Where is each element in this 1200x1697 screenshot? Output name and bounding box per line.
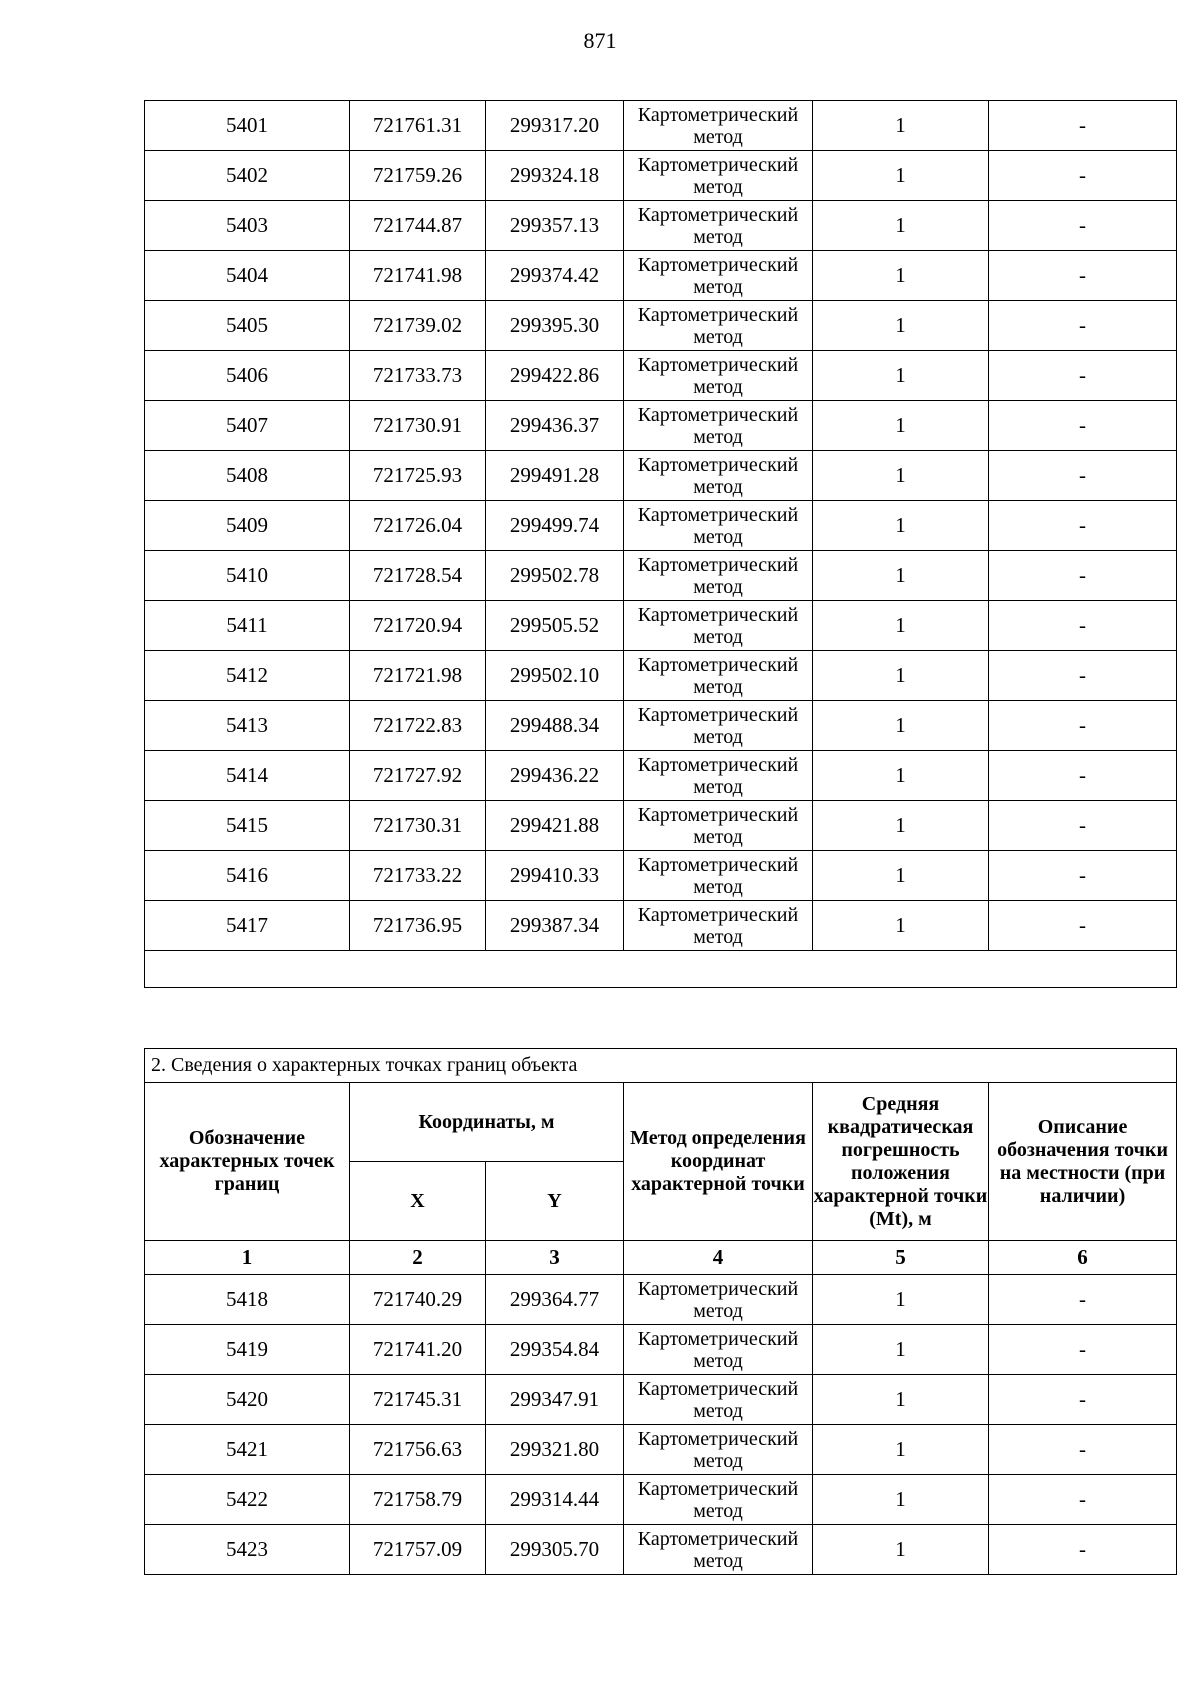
cell-x: 721728.54 [350,551,486,601]
cell-error: 1 [813,151,989,201]
cell-x: 721720.94 [350,601,486,651]
cell-y: 299505.52 [486,601,624,651]
cell-error: 1 [813,701,989,751]
cell-point-id: 5411 [145,601,350,651]
cell-x: 721740.29 [350,1275,486,1325]
cell-y: 299364.77 [486,1275,624,1325]
cell-point-id: 5405 [145,301,350,351]
cell-description: - [989,351,1177,401]
cell-description: - [989,401,1177,451]
cell-y: 299491.28 [486,451,624,501]
table-row [145,351,1177,401]
cell-x: 721722.83 [350,701,486,751]
cell-method: Картометрический метод [624,1425,813,1475]
cell-description: - [989,251,1177,301]
table-row [145,1275,1177,1325]
table-row [145,151,1177,201]
table-row [145,1425,1177,1475]
cell-error: 1 [813,1525,989,1575]
empty-row [145,951,1177,988]
header-point-designation: Обозначение характерных точек границ [145,1083,350,1241]
cell-y: 299374.42 [486,251,624,301]
cell-method: Картометрический метод [624,151,813,201]
cell-error: 1 [813,201,989,251]
cell-y: 299357.13 [486,201,624,251]
cell-description: - [989,1375,1177,1425]
boundary-points-table [144,1048,1177,1575]
cell-point-id: 5418 [145,1275,350,1325]
cell-point-id: 5421 [145,1425,350,1475]
cell-method: Картометрический метод [624,1475,813,1525]
cell-description: - [989,851,1177,901]
table-row [145,401,1177,451]
table-row [145,301,1177,351]
cell-point-id: 5407 [145,401,350,451]
table-row [145,701,1177,751]
cell-point-id: 5404 [145,251,350,301]
cell-error: 1 [813,401,989,451]
table-row [145,1475,1177,1525]
header-coordinates: Координаты, м [350,1083,624,1162]
table-row [145,1325,1177,1375]
cell-description: - [989,901,1177,951]
cell-method: Картометрический метод [624,1275,813,1325]
cell-point-id: 5416 [145,851,350,901]
header-mean-error: Средняя квадратическая погрешность положения характерной точки (Mt), м [813,1083,989,1241]
cell-point-id: 5408 [145,451,350,501]
header-description: Описание обозначения точки на местности (при наличии) [989,1083,1177,1241]
cell-description: - [989,1525,1177,1575]
cell-point-id: 5410 [145,551,350,601]
table-row [145,1375,1177,1425]
cell-error: 1 [813,801,989,851]
cell-y: 299347.91 [486,1375,624,1425]
cell-error: 1 [813,101,989,151]
cell-method: Картометрический метод [624,401,813,451]
cell-error: 1 [813,551,989,601]
cell-y: 299421.88 [486,801,624,851]
cell-point-id: 5409 [145,501,350,551]
cell-error: 1 [813,1375,989,1425]
cell-method: Картометрический метод [624,501,813,551]
cell-method: Картометрический метод [624,601,813,651]
header-y: Y [486,1162,624,1241]
cell-y: 299387.34 [486,901,624,951]
cell-method: Картометрический метод [624,351,813,401]
cell-x: 721733.73 [350,351,486,401]
empty-cell [145,951,1177,988]
cell-method: Картометрический метод [624,901,813,951]
cell-error: 1 [813,651,989,701]
cell-description: - [989,1475,1177,1525]
cell-y: 299324.18 [486,151,624,201]
cell-point-id: 5422 [145,1475,350,1525]
cell-y: 299410.33 [486,851,624,901]
table2-body [145,1275,1177,1575]
cell-description: - [989,501,1177,551]
cell-method: Картометрический метод [624,101,813,151]
cell-x: 721726.04 [350,501,486,551]
cell-x: 721744.87 [350,201,486,251]
cell-error: 1 [813,1325,989,1375]
cell-point-id: 5406 [145,351,350,401]
cell-x: 721721.98 [350,651,486,701]
cell-description: - [989,601,1177,651]
cell-y: 299502.10 [486,651,624,701]
section-title: 2. Сведения о характерных точках границ объекта [145,1049,1177,1083]
cell-method: Картометрический метод [624,1525,813,1575]
table-row [145,651,1177,701]
cell-method: Картометрический метод [624,451,813,501]
cell-y: 299354.84 [486,1325,624,1375]
table-row [145,551,1177,601]
cell-description: - [989,101,1177,151]
cell-point-id: 5403 [145,201,350,251]
cell-x: 721725.93 [350,451,486,501]
cell-error: 1 [813,351,989,401]
cell-x: 721727.92 [350,751,486,801]
column-number: 5 [813,1241,989,1275]
cell-y: 299499.74 [486,501,624,551]
cell-x: 721733.22 [350,851,486,901]
cell-x: 721741.98 [350,251,486,301]
cell-method: Картометрический метод [624,251,813,301]
cell-method: Картометрический метод [624,201,813,251]
cell-error: 1 [813,901,989,951]
cell-y: 299305.70 [486,1525,624,1575]
cell-point-id: 5417 [145,901,350,951]
cell-error: 1 [813,301,989,351]
table-row [145,1525,1177,1575]
page-number: 871 [583,28,617,53]
cell-point-id: 5402 [145,151,350,201]
coordinates-table-continued [144,100,1177,988]
table-row [145,851,1177,901]
cell-y: 299436.37 [486,401,624,451]
cell-error: 1 [813,1275,989,1325]
cell-y: 299395.30 [486,301,624,351]
cell-description: - [989,151,1177,201]
cell-method: Картометрический метод [624,751,813,801]
column-number: 4 [624,1241,813,1275]
column-number: 3 [486,1241,624,1275]
cell-method: Картометрический метод [624,551,813,601]
cell-description: - [989,651,1177,701]
table1-body [145,101,1177,988]
cell-method: Картометрический метод [624,301,813,351]
cell-point-id: 5412 [145,651,350,701]
table-row [145,201,1177,251]
cell-y: 299321.80 [486,1425,624,1475]
cell-description: - [989,1325,1177,1375]
cell-error: 1 [813,451,989,501]
table-row [145,901,1177,951]
cell-x: 721739.02 [350,301,486,351]
cell-description: - [989,201,1177,251]
cell-x: 721736.95 [350,901,486,951]
cell-point-id: 5401 [145,101,350,151]
cell-method: Картометрический метод [624,1375,813,1425]
table-row [145,101,1177,151]
cell-point-id: 5423 [145,1525,350,1575]
table-row [145,601,1177,651]
cell-y: 299314.44 [486,1475,624,1525]
table-row [145,451,1177,501]
cell-point-id: 5413 [145,701,350,751]
column-number: 1 [145,1241,350,1275]
cell-x: 721730.31 [350,801,486,851]
cell-y: 299436.22 [486,751,624,801]
cell-description: - [989,451,1177,501]
cell-error: 1 [813,751,989,801]
cell-description: - [989,301,1177,351]
cell-method: Картометрический метод [624,651,813,701]
cell-description: - [989,751,1177,801]
cell-error: 1 [813,1475,989,1525]
cell-x: 721745.31 [350,1375,486,1425]
table-row [145,501,1177,551]
table-row [145,251,1177,301]
cell-description: - [989,801,1177,851]
cell-x: 721761.31 [350,101,486,151]
cell-x: 721758.79 [350,1475,486,1525]
cell-x: 721741.20 [350,1325,486,1375]
table-row [145,751,1177,801]
cell-x: 721756.63 [350,1425,486,1475]
cell-point-id: 5414 [145,751,350,801]
cell-error: 1 [813,601,989,651]
cell-point-id: 5415 [145,801,350,851]
cell-y: 299488.34 [486,701,624,751]
cell-y: 299422.86 [486,351,624,401]
cell-description: - [989,701,1177,751]
header-x: X [350,1162,486,1241]
cell-description: - [989,1425,1177,1475]
cell-y: 299317.20 [486,101,624,151]
cell-error: 1 [813,501,989,551]
cell-error: 1 [813,251,989,301]
cell-point-id: 5419 [145,1325,350,1375]
cell-x: 721757.09 [350,1525,486,1575]
cell-method: Картометрический метод [624,801,813,851]
cell-method: Картометрический метод [624,701,813,751]
column-number: 6 [989,1241,1177,1275]
cell-description: - [989,1275,1177,1325]
cell-error: 1 [813,851,989,901]
cell-method: Картометрический метод [624,1325,813,1375]
cell-point-id: 5420 [145,1375,350,1425]
cell-method: Картометрический метод [624,851,813,901]
cell-y: 299502.78 [486,551,624,601]
column-number: 2 [350,1241,486,1275]
header-method: Метод определения координат характерной точки [624,1083,813,1241]
table-row [145,801,1177,851]
cell-x: 721759.26 [350,151,486,201]
cell-description: - [989,551,1177,601]
cell-error: 1 [813,1425,989,1475]
cell-x: 721730.91 [350,401,486,451]
